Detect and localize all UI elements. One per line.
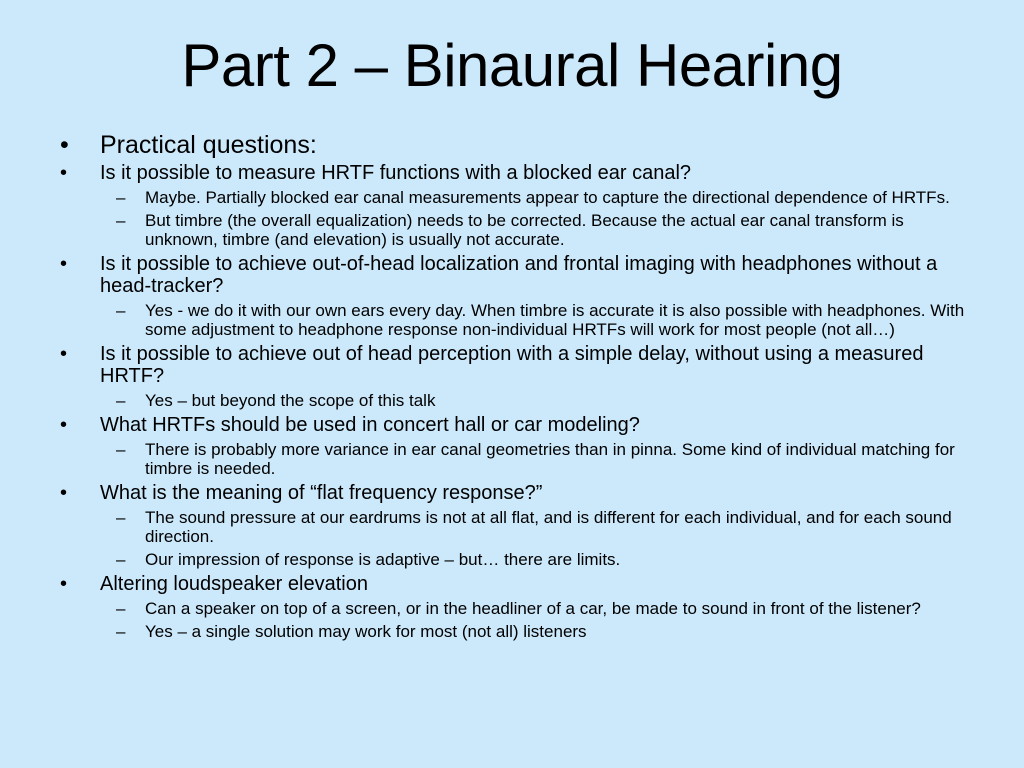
bullet-item [56, 253, 976, 297]
sub-bullet-text: Can a speaker on top of a screen, or in the headliner of a car, be made to sound in front of the listener? [145, 599, 921, 618]
bullet-text: Altering loudspeaker elevation [100, 573, 368, 595]
sub-bullet-text: Yes – but beyond the scope of this talk [145, 391, 436, 410]
bullet-item [56, 343, 976, 387]
sub-bullet-item [56, 508, 976, 546]
bullet-text: What is the meaning of “flat frequency response?” [100, 482, 543, 504]
sub-bullet-text: Yes - we do it with our own ears every day. When timbre is accurate it is also possible with headphones. With some adjustment to headphone response non-individual HRTFs will work for most people (not all…) [145, 301, 965, 339]
bullet-marker: • [60, 414, 68, 436]
sub-bullet-item [56, 211, 976, 249]
sub-bullet-item [56, 622, 976, 641]
dash-marker: – [116, 508, 126, 527]
sub-bullet-item [56, 301, 976, 339]
bullet-marker: • [60, 162, 68, 184]
sub-bullet-item [56, 550, 976, 569]
sub-bullet-item [56, 599, 976, 618]
sub-bullet-item [56, 440, 976, 478]
bullet-marker: • [60, 253, 68, 275]
bullet-text: What HRTFs should be used in concert hall or car modeling? [100, 414, 640, 436]
sub-bullet-text: But timbre (the overall equalization) needs to be corrected. Because the actual ear canal transform is unknown, timbre (and elevation) is usually not accurate. [145, 211, 904, 249]
bullet-marker: • [60, 482, 68, 504]
dash-marker: – [116, 622, 126, 641]
bullet-item [56, 414, 976, 436]
bullet-item [56, 573, 976, 595]
sub-bullet-item [56, 391, 976, 410]
bullet-marker: • [60, 131, 69, 159]
bullet-text: Is it possible to achieve out of head perception with a simple delay, without using a measured HRTF? [100, 343, 924, 387]
sub-bullet-item [56, 188, 976, 207]
dash-marker: – [116, 550, 126, 569]
sub-bullet-text: Yes – a single solution may work for most (not all) listeners [145, 622, 587, 641]
dash-marker: – [116, 211, 126, 230]
bullet-marker: • [60, 573, 68, 595]
bullet-item [56, 482, 976, 504]
bullet-list [56, 130, 976, 645]
bullet-marker: • [60, 343, 68, 365]
sub-bullet-text: Our impression of response is adaptive – but… there are limits. [145, 550, 621, 569]
dash-marker: – [116, 391, 126, 410]
dash-marker: – [116, 301, 126, 320]
bullet-text: Is it possible to measure HRTF functions with a blocked ear canal? [100, 162, 692, 184]
dash-marker: – [116, 188, 126, 207]
dash-marker: – [116, 599, 126, 618]
bullet-item [56, 162, 976, 184]
sub-bullet-text: The sound pressure at our eardrums is not at all flat, and is different for each individual, and for each sound direction. [145, 508, 952, 546]
sub-bullet-text: Maybe. Partially blocked ear canal measurements appear to capture the directional dependence of HRTFs. [145, 188, 950, 207]
slide-title: Part 2 – Binaural Hearing [181, 32, 843, 99]
sub-bullet-text: There is probably more variance in ear canal geometries than in pinna. Some kind of individual matching for timbre is needed. [145, 440, 955, 478]
dash-marker: – [116, 440, 126, 459]
bullet-text: Practical questions: [100, 131, 317, 159]
bullet-text: Is it possible to achieve out-of-head localization and frontal imaging with headphones without a head-tracker? [100, 253, 938, 297]
bullet-item [56, 130, 976, 160]
